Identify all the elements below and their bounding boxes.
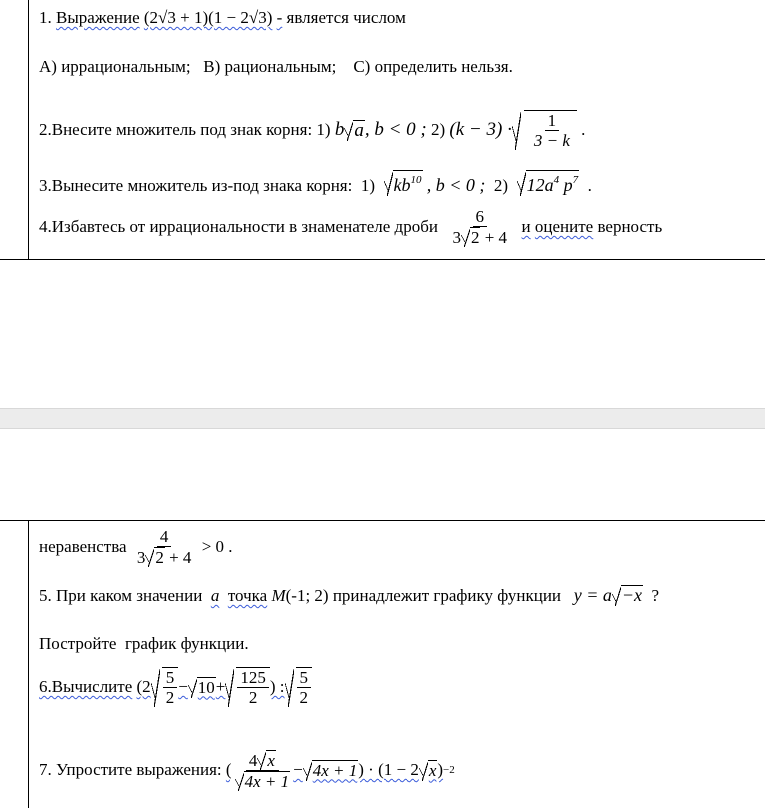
page-1-bottom-border xyxy=(0,259,765,260)
q7-radicand-3: x xyxy=(428,760,437,780)
q4-tail-evaluate: оцените xyxy=(534,217,594,236)
q1-tail: является числом xyxy=(286,8,406,27)
q2-numerator: 1 xyxy=(545,111,560,131)
q4c-tail: > 0 . xyxy=(201,537,233,556)
q3-text: 3.Вынесите множитель из-под знака корня: xyxy=(39,176,353,195)
question-6 xyxy=(39,662,312,712)
q4-tail-correctness: верность xyxy=(597,217,663,236)
q5-radicand: −x xyxy=(621,585,643,605)
q6-plus: + xyxy=(215,677,226,696)
q7-den-radicand: 4x + 1 xyxy=(244,771,290,791)
q7-text: 7. Упростите выражения: xyxy=(39,760,222,779)
q1-word: Выражение xyxy=(56,8,140,27)
q7-minus: − xyxy=(293,760,303,779)
q5-function-lhs: y = a xyxy=(573,585,612,605)
q4-den-coef: 3 xyxy=(452,228,461,247)
q5-build-graph: Постройте график функции. xyxy=(39,634,249,653)
q6-f3-num: 125 xyxy=(237,668,269,688)
page-gap xyxy=(0,408,765,429)
q2-var-b: b xyxy=(334,119,345,140)
q2-sqrt-a xyxy=(344,120,365,141)
q3-part1-label: 1) xyxy=(360,176,376,195)
q2-factor: (k − 3) · xyxy=(449,119,512,140)
q7-radicand-2: 4x + 1 xyxy=(312,760,358,780)
q5-text-b: точка xyxy=(227,586,268,605)
q4-den-tail: + 4 xyxy=(484,228,508,247)
q2-sqrt-fraction xyxy=(512,110,577,150)
q4c-numerator: 4 xyxy=(157,527,172,547)
q4-den-radicand: 2 xyxy=(470,228,480,247)
q7-sqrt-4x1 xyxy=(303,760,359,781)
q6-sqrt-f3 xyxy=(225,667,270,707)
q1-number: 1. xyxy=(39,8,52,27)
q4-text: 4.Избавтесь от иррациональности в знаменателе дроби xyxy=(39,217,438,236)
q6-radicand-10: 10 xyxy=(197,677,215,697)
page-2-top-border xyxy=(0,520,765,521)
q3-var-p: p xyxy=(563,175,573,195)
q7-mid: ) · (1 − 2 xyxy=(358,760,419,779)
q5-text-c: (-1; 2) принадлежит графику функции xyxy=(285,586,562,605)
q3-radicand-2: 12a xyxy=(526,175,554,195)
q6-sqrt-10 xyxy=(188,677,216,698)
q4c-fraction xyxy=(134,527,195,567)
q2-end: . xyxy=(581,120,586,139)
q6-f4-num: 5 xyxy=(297,668,312,688)
q7-sqrt-x xyxy=(419,760,438,781)
q1-expression: (2√3 + 1)(1 − 2√3) xyxy=(143,8,273,27)
q5-end: ? xyxy=(651,586,660,605)
q4c-text: неравенства xyxy=(39,537,127,556)
q3-sqrt-12a4p7 xyxy=(517,170,580,196)
q4c-den-radicand: 2 xyxy=(155,548,164,567)
q6-sqrt-f4 xyxy=(285,667,313,707)
q2-radicand: a xyxy=(354,119,364,141)
q6-minus: − xyxy=(178,677,188,696)
question-2 xyxy=(39,110,585,150)
question-1 xyxy=(39,8,406,28)
q5-text-a: 5. При каком значении xyxy=(39,586,203,605)
question-5 xyxy=(39,585,659,606)
q7-close: ) xyxy=(437,760,444,779)
q2-part2-label: 2) xyxy=(431,120,446,139)
q2-fraction xyxy=(531,111,573,150)
left-margin-line-page-2 xyxy=(28,520,29,808)
q3-exponent-1: 10 xyxy=(410,174,422,186)
q3-exponent-a: 4 xyxy=(553,174,560,186)
q2-part1-label: 1) xyxy=(316,120,331,139)
q3-end: . xyxy=(587,176,592,195)
left-margin-line-page-1 xyxy=(28,0,29,260)
q1-dash: - xyxy=(276,8,283,27)
q5-var-a: a xyxy=(210,586,220,605)
q7-fraction xyxy=(232,750,294,791)
question-4 xyxy=(39,202,662,252)
q4c-den-coef: 3 xyxy=(136,548,146,567)
q2-condition: , b < 0 ; xyxy=(364,119,427,140)
q3-exponent-p: 7 xyxy=(572,174,579,186)
q1-options: А) иррациональным; В) рациональным; С) определить нельзя. xyxy=(39,57,513,76)
q6-f3-den: 2 xyxy=(248,688,258,707)
q6-open: (2 xyxy=(136,677,151,696)
q3-part2-label: 2) xyxy=(493,176,509,195)
q6-f1-num: 5 xyxy=(163,668,178,688)
q7-exponent: −2 xyxy=(443,764,455,776)
question-4-continued xyxy=(39,524,233,570)
q3-radicand-1: kb xyxy=(393,175,411,195)
q2-text: 2.Внесите множитель под знак корня: xyxy=(39,120,313,139)
q3-condition: , b < 0 ; xyxy=(426,175,486,195)
q6-sqrt-f1 xyxy=(151,667,179,707)
q6-f1-den: 2 xyxy=(165,688,175,707)
q4c-den-tail: + 4 xyxy=(169,548,192,567)
q5-sqrt xyxy=(612,585,643,606)
q7-open: ( xyxy=(225,760,232,779)
q4-numerator: 6 xyxy=(473,207,488,227)
q2-denominator: 3 − k xyxy=(533,131,570,150)
q4-fraction xyxy=(449,207,510,247)
q4-tail-and: и xyxy=(521,217,531,236)
question-3 xyxy=(39,170,592,196)
q7-num-coef: 4 xyxy=(248,750,258,770)
question-7 xyxy=(39,744,455,796)
q3-sqrt-kb xyxy=(384,170,423,196)
q5-point-m: M xyxy=(271,586,286,605)
q6-f4-den: 2 xyxy=(299,688,309,707)
q7-num-radicand: x xyxy=(267,750,275,770)
q6-close: ) : xyxy=(269,677,285,696)
q6-text: 6.Вычислите xyxy=(39,677,133,696)
